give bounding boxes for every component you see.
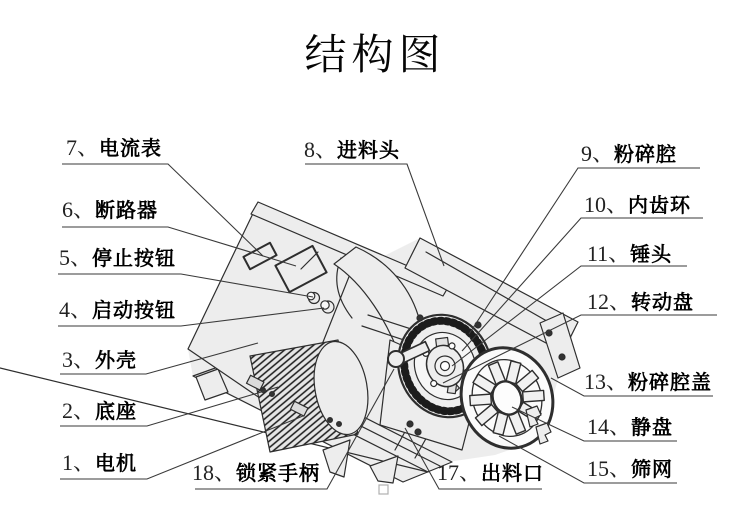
label-text: 停止按钮 — [92, 248, 177, 270]
label-inner-gear-ring — [584, 194, 691, 216]
page-title: 结构图 — [304, 31, 446, 78]
label-ammeter — [66, 137, 162, 159]
motor-part — [246, 337, 374, 452]
label-housing — [62, 349, 137, 371]
label-text: 粉碎腔盖 — [628, 372, 713, 394]
label-number: 3、 — [62, 347, 96, 372]
label-text: 启动按钮 — [92, 300, 177, 322]
label-number: 13、 — [584, 369, 629, 394]
label-text: 出料口 — [481, 463, 545, 485]
label-text: 底座 — [95, 401, 138, 423]
label-start-button — [59, 299, 176, 321]
label-number: 11、 — [587, 241, 631, 266]
label-text: 锁紧手柄 — [236, 463, 321, 485]
label-text: 内齿环 — [628, 195, 692, 217]
label-number: 7、 — [66, 135, 100, 160]
label-number: 17、 — [437, 460, 482, 485]
label-locking-handle — [192, 462, 320, 484]
label-number: 8、 — [304, 137, 338, 162]
label-hammer — [587, 243, 672, 265]
label-number: 9、 — [581, 141, 615, 166]
label-base — [62, 400, 137, 422]
label-text: 筛网 — [631, 459, 674, 481]
label-number: 5、 — [59, 245, 93, 270]
label-feed-inlet — [304, 139, 400, 161]
label-number: 10、 — [584, 192, 629, 217]
label-number: 1、 — [62, 450, 96, 475]
label-number: 14、 — [587, 414, 632, 439]
label-text: 电机 — [95, 453, 138, 475]
label-rotating-disc — [587, 291, 694, 313]
label-stop-button — [59, 247, 176, 269]
label-text: 进料头 — [337, 140, 401, 162]
label-text: 粉碎腔 — [614, 144, 678, 166]
label-screen-mesh — [587, 458, 673, 480]
clamp-hook — [536, 423, 551, 444]
label-motor — [62, 452, 137, 474]
label-circuit-breaker — [62, 199, 158, 221]
label-text: 电流表 — [99, 138, 163, 160]
label-static-disc — [587, 416, 673, 438]
label-number: 6、 — [62, 197, 96, 222]
label-text: 静盘 — [631, 417, 674, 439]
label-number: 4、 — [59, 297, 93, 322]
label-chamber-cover — [584, 371, 712, 393]
label-number: 12、 — [587, 289, 632, 314]
label-text: 锤头 — [630, 244, 673, 266]
label-text: 外壳 — [95, 350, 138, 372]
label-number: 2、 — [62, 398, 96, 423]
label-text: 转动盘 — [631, 292, 695, 314]
label-number: 18、 — [192, 460, 237, 485]
label-number: 15、 — [587, 456, 632, 481]
label-discharge-outlet — [437, 462, 544, 484]
label-text: 断路器 — [95, 200, 159, 222]
label-crushing-chamber — [581, 143, 677, 165]
small-square-mark — [379, 485, 388, 494]
